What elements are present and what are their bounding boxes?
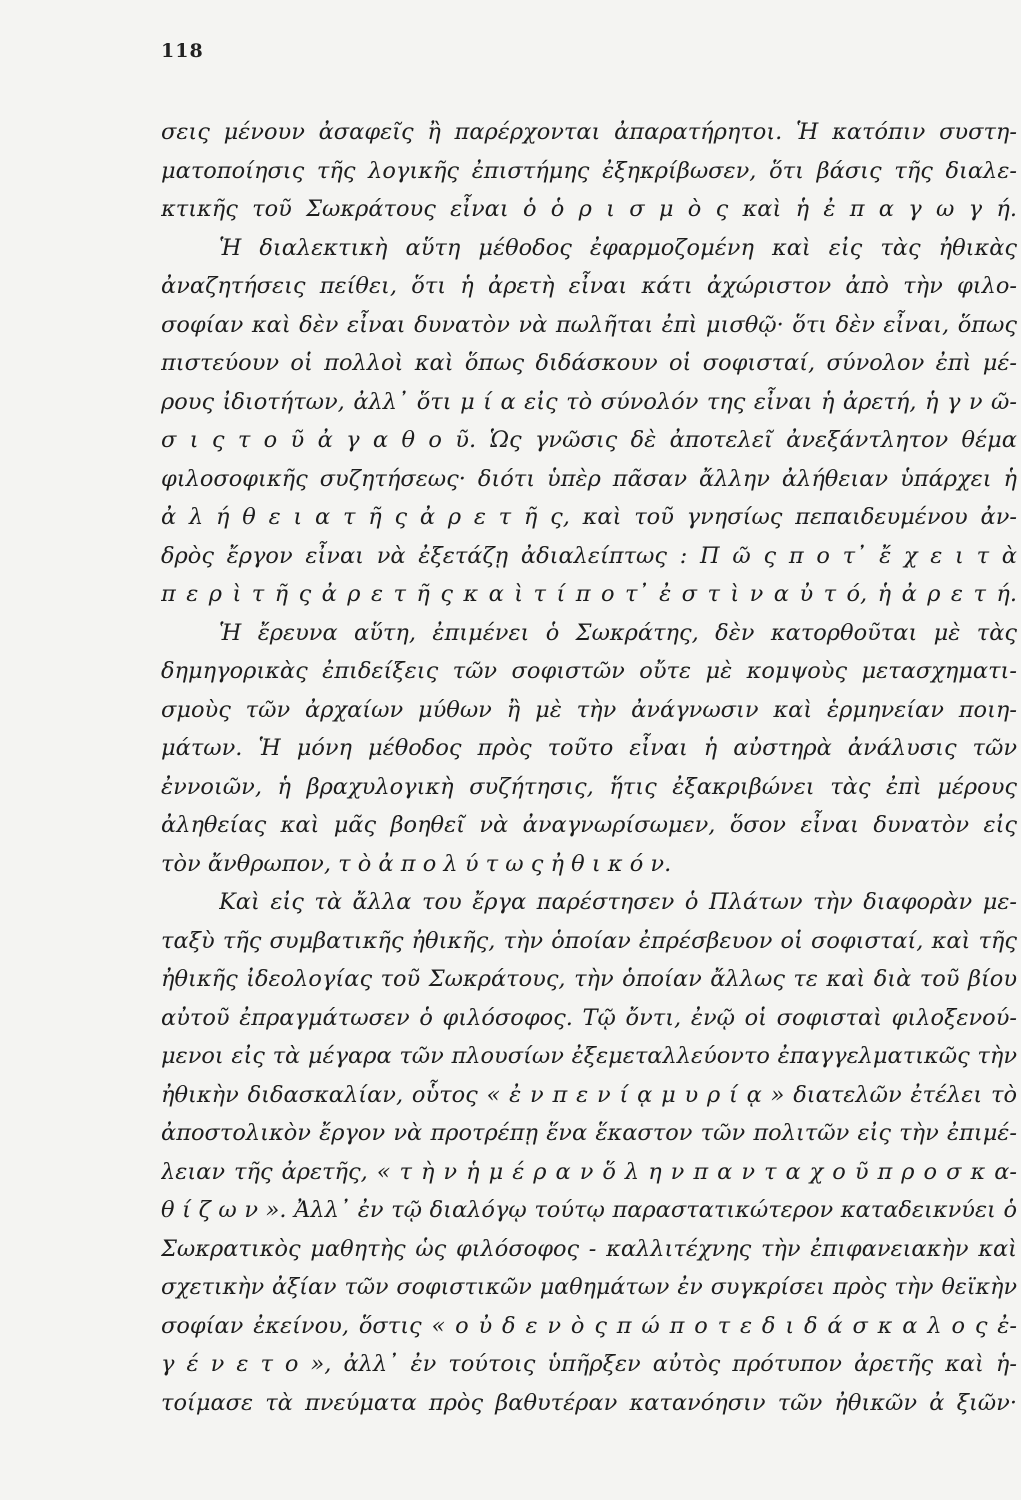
text-line: αὐτοῦ ἐπραγμάτωσεν ὁ φιλόσοφος. Τῷ ὄντι, ἐνῷ οἱ σοφισταὶ φιλοξενού- [161,1004,1017,1031]
text-line: λειαν τῆς ἀρετῆς, « τ ὴ ν ἡ μ έ ρ α ν ὅ λ η ν π α ν τ α χ ο ῦ π ρ ο σ κ α- [161,1158,1017,1185]
page-number: 118 [161,40,204,62]
text-line: ταξὺ τῆς συμβατικῆς ἠθικῆς, τὴν ὁποίαν ἐπρέσβευον οἱ σοφισταί, καὶ τῆς [161,927,1017,954]
text-line: ἐννοιῶν, ἡ βραχυλογικὴ συζήτησις, ἥτις ἐξακριβώνει τὰς ἐπὶ μέρους [161,773,1017,800]
text-line: ἀναζητήσεις πείθει, ὅτι ἡ ἀρετὴ εἶναι κάτι ἀχώριστον ἀπὸ τὴν φιλο- [161,273,1017,299]
text-line: σμοὺς τῶν ἀρχαίων μύθων ἢ μὲ τὴν ἀνάγνωσιν καὶ ἑρμηνείαν ποιη- [161,696,1017,723]
text-line: πιστεύουν οἱ πολλοὶ καὶ ὅπως διδάσκουν οἱ σοφισταί, σύνολον ἐπὶ μέ- [161,350,1017,376]
text-line: Ἡ ἔρευνα αὕτη, ἐπιμένει ὁ Σωκράτης, δὲν κατορθοῦται μὲ τὰς [219,619,1017,646]
text-line: σεις μένουν ἀσαφεῖς ἢ παρέρχονται ἀπαρατήρητοι. Ἡ κατόπιν συστη- [161,119,1017,145]
text-line: μάτων. Ἡ μόνη μέθοδος πρὸς τοῦτο εἶναι ἡ αὐστηρὰ ἀνάλυσις τῶν [161,735,1017,761]
text-line: π ε ρ ὶ τ ῆ ς ἀ ρ ε τ ῆ ς κ α ὶ τ ί π ο τ᾿ ἐ σ τ ὶ ν α ὐ τ ό, ἡ ἀ ρ ε τ ή. [161,581,1017,607]
text-line: Ἡ διαλεκτικὴ αὕτη μέθοδος ἐφαρμοζομένη καὶ εἰς τὰς ἠθικὰς [219,234,1017,261]
text-line: σοφίαν καὶ δὲν εἶναι δυνατὸν νὰ πωλῆται ἐπὶ μισθῷ· ὅτι δὲν εἶναι, ὅπως [161,311,1017,338]
text-line: ἀ λ ή θ ε ι α τ ῆ ς ἀ ρ ε τ ῆ ς, καὶ τοῦ γνησίως πεπαιδευμένου ἀν- [161,504,1017,530]
text-line: δρὸς ἔργον εἶναι νὰ ἐξετάζῃ ἀδιαλείπτως : Π ῶ ς π ο τ᾿ ἔ χ ε ι τ ὰ [161,542,1017,569]
text-line: τοίμασε τὰ πνεύματα πρὸς βαθυτέραν κατανόησιν τῶν ἠθικῶν ἀ ξιῶν· [161,1389,1017,1416]
text-line: φιλοσοφικῆς συζητήσεως· διότι ὑπὲρ πᾶσαν ἄλλην ἀλήθειαν ὑπάρχει ἡ [161,465,1017,492]
text-line: ματοποίησις τῆς λογικῆς ἐπιστήμης ἐξηκρίβωσεν, ὅτι βάσις τῆς διαλε- [161,157,1017,184]
text-line: ἠθικῆς ἰδεολογίας τοῦ Σωκράτους, τὴν ὁποίαν ἄλλως τε καὶ διὰ τοῦ βίου [161,966,1017,992]
text-line: ἀποστολικὸν ἔργον νὰ προτρέπῃ ἕνα ἕκαστον τῶν πολιτῶν εἰς τὴν ἐπιμέ- [161,1120,1017,1146]
text-line: γ έ ν ε τ ο », ἀλλ᾿ ἐν τούτοις ὑπῆρξεν αὐτὸς πρότυπον ἀρετῆς καὶ ἡ- [161,1351,1017,1377]
text-line: Σωκρατικὸς μαθητὴς ὡς φιλόσοφος - καλλιτέχνης τὴν ἐπιφανειακὴν καὶ [161,1235,1017,1262]
text-line: ἠθικὴν διδασκαλίαν, οὗτος « ἐ ν π ε ν ί ᾳ μ υ ρ ί ᾳ » διατελῶν ἐτέλει τὸ [161,1081,1017,1108]
text-line: τὸν ἄνθρωπον, τ ὸ ἀ π ο λ ύ τ ω ς ἠ θ ι κ ό ν. [161,850,672,877]
text-line: κτικῆς τοῦ Σωκράτους εἶναι ὁ ὁ ρ ι σ μ ὸ ς καὶ ἡ ἐ π α γ ω γ ή. [161,196,1017,222]
text-line: Καὶ εἰς τὰ ἄλλα του ἔργα παρέστησεν ὁ Πλάτων τὴν διαφορὰν με- [219,889,1017,915]
text-line: δημηγορικὰς ἐπιδείξεις τῶν σοφιστῶν οὔτε μὲ κομψοὺς μετασχηματι- [161,658,1017,684]
text-line: μενοι εἰς τὰ μέγαρα τῶν πλουσίων ἐξεμεταλλεύοντο ἐπαγγελματικῶς τὴν [161,1043,1017,1069]
text-line: σχετικὴν ἀξίαν τῶν σοφιστικῶν μαθημάτων ἐν συγκρίσει πρὸς τὴν θεϊκὴν [161,1274,1017,1300]
text-line: ἀληθείας καὶ μᾶς βοηθεῖ νὰ ἀναγνωρίσωμεν, ὅσον εἶναι δυνατὸν εἰς [161,812,1017,838]
text-line: σοφίαν ἐκείνου, ὅστις « ο ὐ δ ε ν ὸ ς π ώ π ο τ ε δ ι δ ά σ κ α λ ο ς ἐ- [161,1312,1017,1339]
text-line: θ ί ζ ω ν ». Ἀλλ᾿ ἐν τῷ διαλόγῳ τούτῳ παραστατικώτερον καταδεικνύει ὁ [161,1197,1017,1223]
text-line: ρους ἰδιοτήτων, ἀλλ᾿ ὅτι μ ί α εἰς τὸ σύνολόν της εἶναι ἡ ἀρετή, ἡ γ ν ῶ- [161,388,1017,415]
text-line: σ ι ς τ ο ῦ ἀ γ α θ ο ῦ. Ὡς γνῶσις δὲ ἀποτελεῖ ἀνεξάντλητον θέμα [161,427,1017,453]
